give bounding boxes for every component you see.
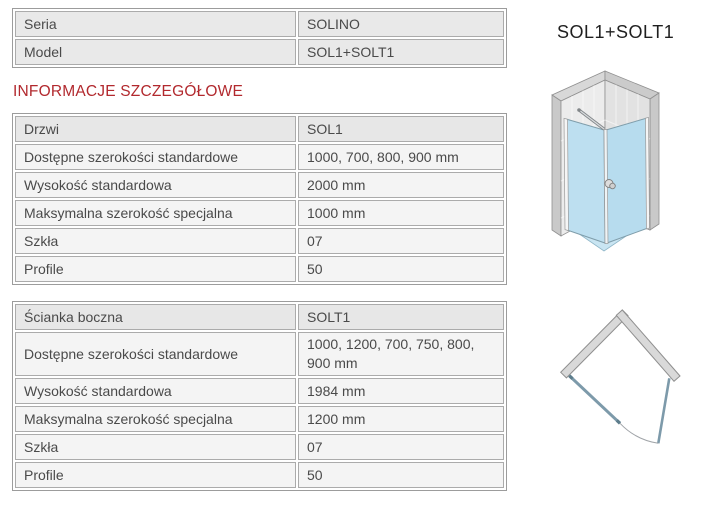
side-table-header-value: SOLT1 [298, 304, 504, 330]
table-row [15, 39, 504, 65]
spec-value: 1000, 1200, 700, 750, 800, 900 mm [298, 332, 504, 376]
table-row [15, 332, 504, 376]
side-wall-spec-table [12, 301, 507, 491]
spec-label: Wysokość standardowa [15, 172, 296, 198]
table-row [15, 378, 504, 404]
plan-wall-right [616, 310, 680, 381]
side-table-header-label: Ścianka boczna [15, 304, 296, 330]
plan-glass-door-open [658, 378, 669, 443]
panel-end-cap [569, 376, 572, 379]
isometric-shower-diagram [548, 66, 718, 278]
table-header-row [15, 116, 504, 142]
table-header-row [15, 304, 504, 330]
spec-label: Maksymalna szerokość specjalna [15, 200, 296, 226]
spec-value: 50 [298, 462, 504, 488]
spec-value: 1984 mm [298, 378, 504, 404]
spec-value: 50 [298, 256, 504, 282]
door-table-header-value: SOL1 [298, 116, 504, 142]
panel-end-cap [617, 420, 620, 423]
plan-wall-left [561, 310, 628, 378]
profile-left [564, 118, 569, 230]
summary-row-value: SOL1+SOLT1 [298, 39, 504, 65]
spec-value: 2000 mm [298, 172, 504, 198]
door-spec-table [12, 113, 507, 285]
spec-label: Profile [15, 256, 296, 282]
spec-value: 07 [298, 228, 504, 254]
wall-left-end-cap [552, 95, 561, 236]
spec-label: Dostępne szerokości standardowe [15, 332, 296, 376]
table-row [15, 11, 504, 37]
table-row [15, 462, 504, 488]
spec-label: Wysokość standardowa [15, 378, 296, 404]
door-table-header-label: Drzwi [15, 116, 296, 142]
glass-door [566, 119, 605, 243]
diagram-model-title: SOL1+SOLT1 [557, 22, 675, 42]
table-row [15, 200, 504, 226]
table-row [15, 144, 504, 170]
table-row [15, 228, 504, 254]
summary-row-label: Seria [15, 11, 296, 37]
profile-right [646, 117, 650, 228]
summary-table [12, 8, 507, 68]
section-heading: INFORMACJE SZCZEGÓŁOWE [13, 83, 244, 100]
spec-value: 1000 mm [298, 200, 504, 226]
spec-label: Maksymalna szerokość specjalna [15, 406, 296, 432]
table-row [15, 434, 504, 460]
table-row [15, 406, 504, 432]
wall-right-end-cap [650, 93, 659, 230]
spec-label: Szkła [15, 228, 296, 254]
door-swing-arc [620, 423, 658, 443]
spec-value: 07 [298, 434, 504, 460]
spec-value: 1000, 700, 800, 900 mm [298, 144, 504, 170]
summary-row-label: Model [15, 39, 296, 65]
spec-label: Szkła [15, 434, 296, 460]
glass-side-panel [606, 118, 648, 243]
plan-walls [561, 310, 680, 381]
spec-value: 1200 mm [298, 406, 504, 432]
plan-glass-side-panel [569, 376, 620, 424]
summary-row-value: SOLINO [298, 11, 504, 37]
spec-label: Dostępne szerokości standardowe [15, 144, 296, 170]
plan-view-diagram [545, 298, 725, 470]
spec-label: Profile [15, 462, 296, 488]
table-row [15, 256, 504, 282]
table-row [15, 172, 504, 198]
